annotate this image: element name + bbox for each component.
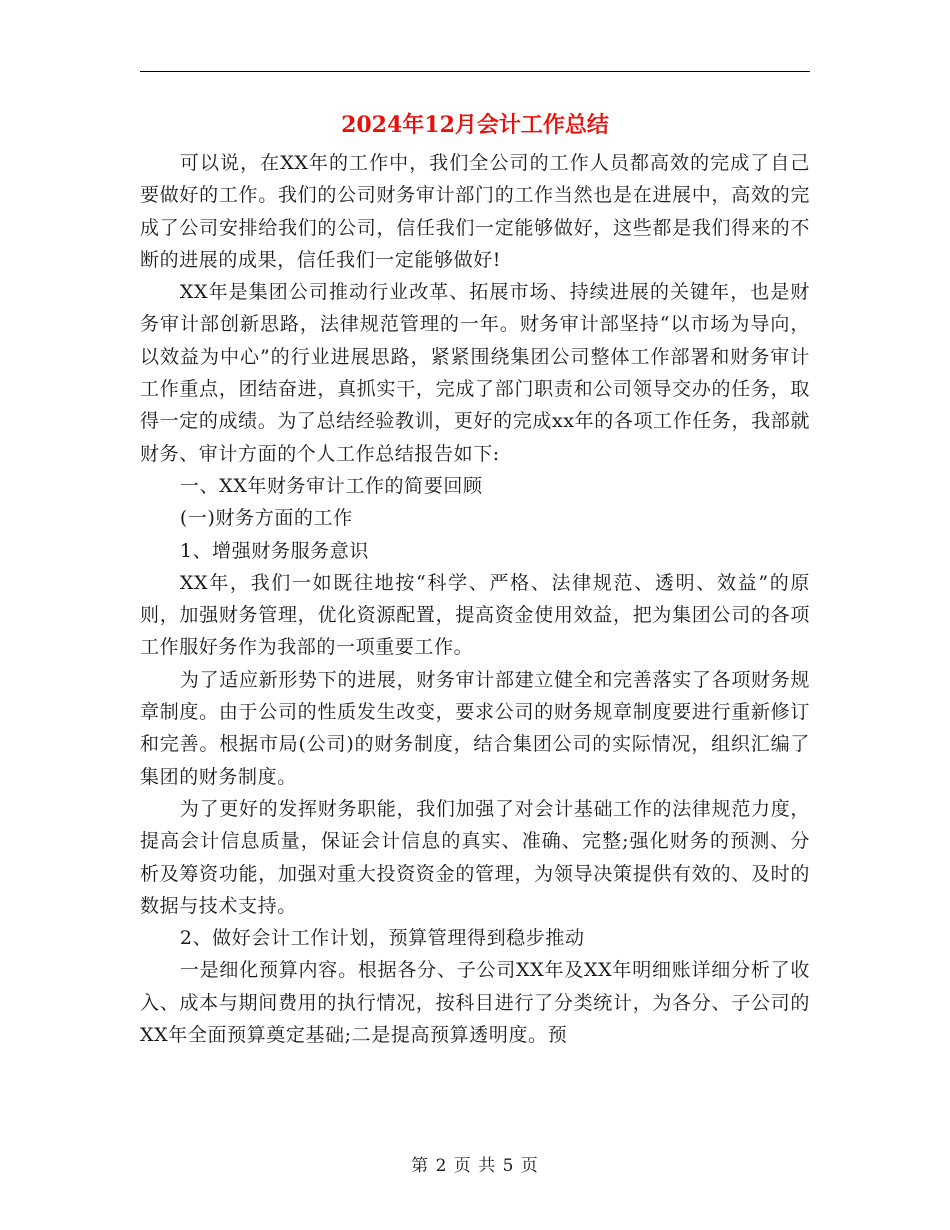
item-heading: 2、做好会计工作计划，预算管理得到稳步推动 xyxy=(179,927,585,950)
paragraph: 为了更好的发挥财务职能，我们加强了对会计基础工作的法律规范力度，提高会计信息质量，保证会计信息的真实、准确、完整;强化财务的预测、分析及筹资功能，加强对重大投资资金的管理，为领导决策提供有效的、及时的数据与技术支持。 xyxy=(140,797,810,917)
paragraph: 为了适应新形势下的进展，财务审计部建立健全和完善落实了各项财务规章制度。由于公司的性质发生改变，要求公司的财务规章制度要进行重新修订和完善。根据市局(公司)的财务制度，结合集团公司的实际情况，组织汇编了集团的财务制度。 xyxy=(140,668,810,788)
document-title: 2024年12月会计工作总结 xyxy=(341,112,609,138)
document-body xyxy=(140,147,810,1051)
paragraph: 一是细化预算内容。根据各分、子公司XX年及XX年明细账详细分析了收入、成本与期间费用的执行情况，按科目进行了分类统计，为各分、子公司的 XX年全面预算奠定基础;二是提高预算透明度。预 xyxy=(140,959,810,1047)
header-rule xyxy=(140,71,810,72)
paragraph: XX年，我们一如既往地按“科学、严格、法律规范、透明、效益”的原则，加强财务管理，优化资源配置，提高资金使用效益，把为集团公司的各项工作服好务作为我部的一项重要工作。 xyxy=(140,571,810,659)
page-footer: 第 2 页 共 5 页 xyxy=(411,1156,539,1176)
paragraph: 可以说，在XX年的工作中，我们全公司的工作人员都高效的完成了自己要做好的工作。我们的公司财务审计部门的工作当然也是在进展中，高效的完成了公司安排给我们的公司，信任我们一定能够做好，这些都是我们得来的不断的进展的成果，信任我们一定能够做好! xyxy=(140,152,810,271)
paragraph: XX年是集团公司推动行业改革、拓展市场、持续进展的关键年，也是财务审计部创新思路，法律规范管理的一年。财务审计部坚持“以市场为导向，以效益为中心”的行业进展思路，紧紧围绕集团公司整体工作部署和财务审计工作重点，团结奋进，真抓实干，完成了部门职责和公司领导交办的任务，取得一定的成绩。为了总结经验教训，更好的完成xx年的各项工作任务，我部就财务、审计方面的个人工作总结报告如下: xyxy=(140,281,810,465)
item-heading: 1、增强财务服务意识 xyxy=(179,539,369,562)
subsection-heading: (一)财务方面的工作 xyxy=(179,507,353,530)
section-heading: 一、XX年财务审计工作的简要回顾 xyxy=(179,474,483,497)
